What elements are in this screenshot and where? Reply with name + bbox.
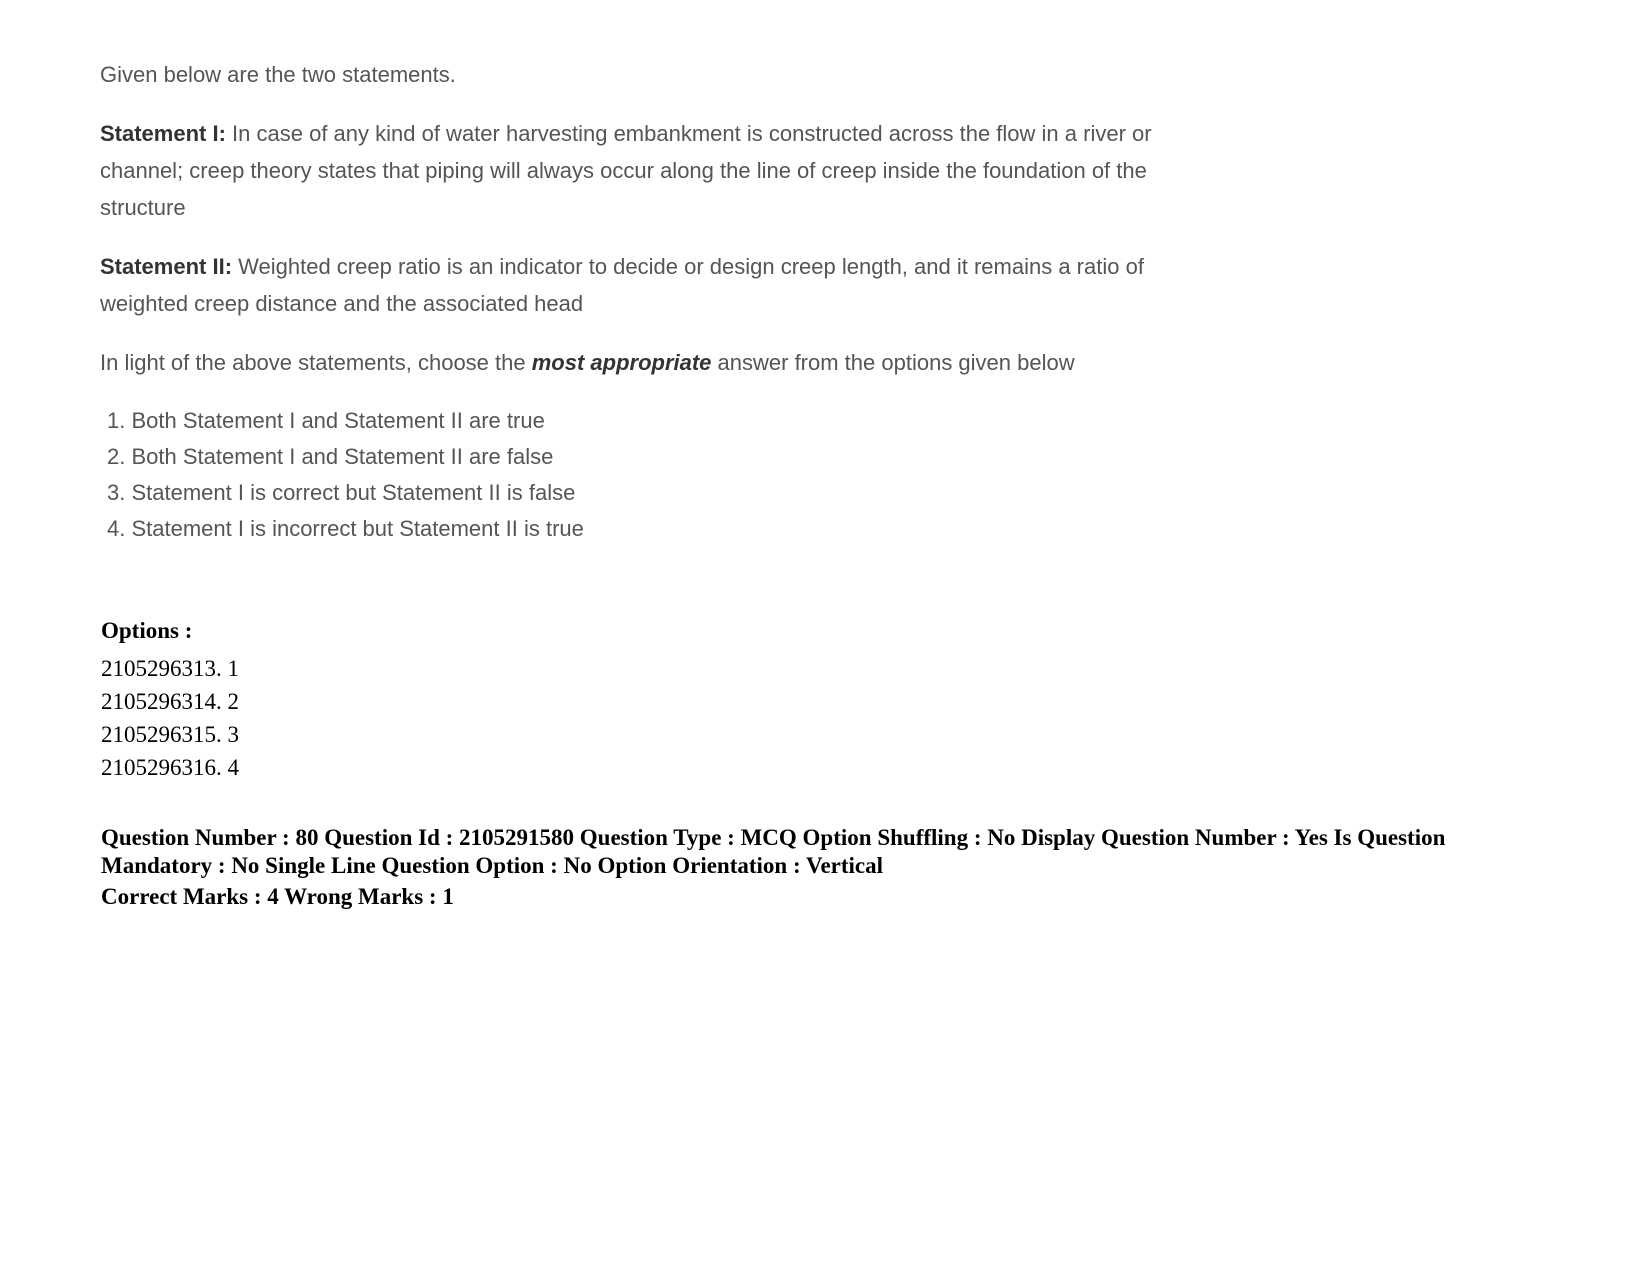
choice-item: 2. Both Statement I and Statement II are false <box>107 444 554 469</box>
instruction-after: answer from the options given below <box>711 350 1075 375</box>
question-image <box>100 56 1180 547</box>
statement-1-text: In case of any kind of water harvesting embankment is constructed across the flow in a river or channel; creep theory states that piping will always occur along the line of creep inside the foundation of the structure <box>100 121 1152 220</box>
statement-1 <box>100 115 1180 226</box>
option-item: 2105296314. 2 <box>101 689 239 714</box>
statement-2-text: Weighted creep ratio is an indicator to decide or design creep length, and it remains a ratio of weighted creep distance and the associated head <box>100 254 1144 316</box>
choice-item: 4. Statement I is incorrect but Statement II is true <box>107 516 584 541</box>
options-list <box>101 652 239 784</box>
statement-1-label: Statement I: <box>100 121 226 146</box>
choice-list <box>100 403 1180 547</box>
instruction-text <box>100 344 1180 381</box>
choice-item: 1. Both Statement I and Statement II are true <box>107 408 545 433</box>
option-item: 2105296316. 4 <box>101 755 239 780</box>
choice-item: 3. Statement I is correct but Statement II is false <box>107 480 576 505</box>
question-marks: Correct Marks : 4 Wrong Marks : 1 <box>101 884 454 909</box>
question-meta: Question Number : 80 Question Id : 2105291580 Question Type : MCQ Option Shuffling : No Display Question Number : Yes Is Question Mandatory : No Single Line Question Option : No Option Orientation : Vertical <box>101 825 1446 878</box>
options-title: Options : <box>101 618 193 643</box>
instruction-emphasis: most appropriate <box>531 350 712 375</box>
option-item: 2105296315. 3 <box>101 722 239 747</box>
instruction-before: In light of the above statements, choose the <box>100 350 532 375</box>
statement-2-label: Statement II: <box>100 254 233 279</box>
intro-text: Given below are the two statements. <box>100 62 456 87</box>
option-item: 2105296313. 1 <box>101 656 239 681</box>
statement-2 <box>100 248 1180 322</box>
